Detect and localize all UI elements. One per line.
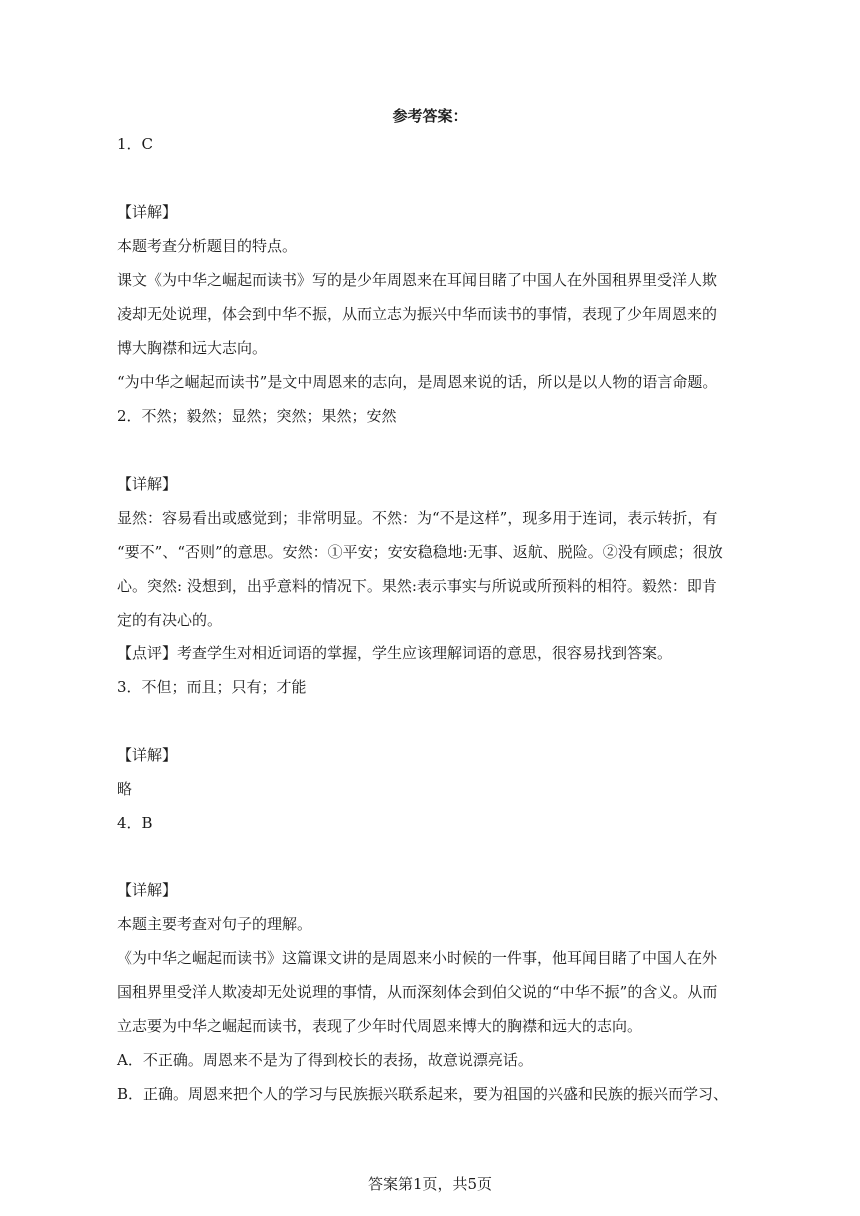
q2-detail-line: 显然：容易看出或感觉到；非常明显。不然：为“不是这样”，现多用于连词，表示转折，有 xyxy=(117,509,718,527)
q2-detail-line: 定的有决心的。 xyxy=(117,611,223,629)
q4-answer: 4．B xyxy=(117,814,153,832)
q4-detail-line: 立志要为中华之崛起而读书，表现了少年时代周恩来博大的胸襟和远大的志向。 xyxy=(117,1017,643,1035)
q3-detail-label: 【详解】 xyxy=(117,746,178,764)
q1-detail-line: 凌却无处说理，体会到中华不振，从而立志为振兴中华而读书的事情，表现了少年周恩来的 xyxy=(117,305,718,323)
q2-detail-line: “要不”、“否则”的意思。安然：①平安；安安稳稳地:无事、返航、脱险。②没有顾虑；很放 xyxy=(117,543,723,561)
q4-option-a: A．不正确。周恩来不是为了得到校长的表扬，故意说漂亮话。 xyxy=(117,1051,533,1069)
q2-detail-label: 【详解】 xyxy=(117,475,178,493)
q1-detail-line: 博大胸襟和远大志向。 xyxy=(117,339,268,357)
q4-detail-line: 本题主要考查对句子的理解。 xyxy=(117,915,313,933)
q2-detail-line: 心。突然: 没想到，出乎意料的情况下。果然:表示事实与所说或所预料的相符。毅然：即肯 xyxy=(117,577,717,595)
q1-detail-line: “为中华之崛起而读书”是文中周恩来的志向，是周恩来说的话，所以是以人物的语言命题。 xyxy=(117,373,718,391)
q3-answer: 3．不但；而且；只有；才能 xyxy=(117,678,307,696)
q4-detail-line: 国租界里受洋人欺凌却无处说理的事情，从而深刻体会到伯父说的“中华不振”的含义。从而 xyxy=(117,983,718,1001)
page-footer: 答案第1页，共5页 xyxy=(367,1175,493,1193)
q4-option-b: B．正确。周恩来把个人的学习与民族振兴联系起来，要为祖国的兴盛和民族的振兴而学习、 xyxy=(117,1085,729,1103)
q1-detail-line: 课文《为中华之崛起而读书》写的是少年周恩来在耳闻目睹了中国人在外国租界里受洋人欺 xyxy=(117,271,718,289)
q1-detail-line: 本题考查分析题目的特点。 xyxy=(117,237,298,255)
q2-comment: 【点评】考查学生对相近词语的掌握，学生应该理解词语的意思，很容易找到答案。 xyxy=(117,644,673,662)
q2-answer: 2．不然；毅然；显然；突然；果然；安然 xyxy=(117,407,397,425)
q4-detail-label: 【详解】 xyxy=(117,881,178,899)
q1-detail-label: 【详解】 xyxy=(117,203,178,221)
page-title: 参考答案： xyxy=(392,107,468,125)
q3-detail-line: 略 xyxy=(117,780,133,798)
q4-detail-line: 《为中华之崛起而读书》这篇课文讲的是周恩来小时候的一件事，他耳闻目睹了中国人在外 xyxy=(117,949,718,967)
q1-answer: 1．C xyxy=(117,135,154,153)
